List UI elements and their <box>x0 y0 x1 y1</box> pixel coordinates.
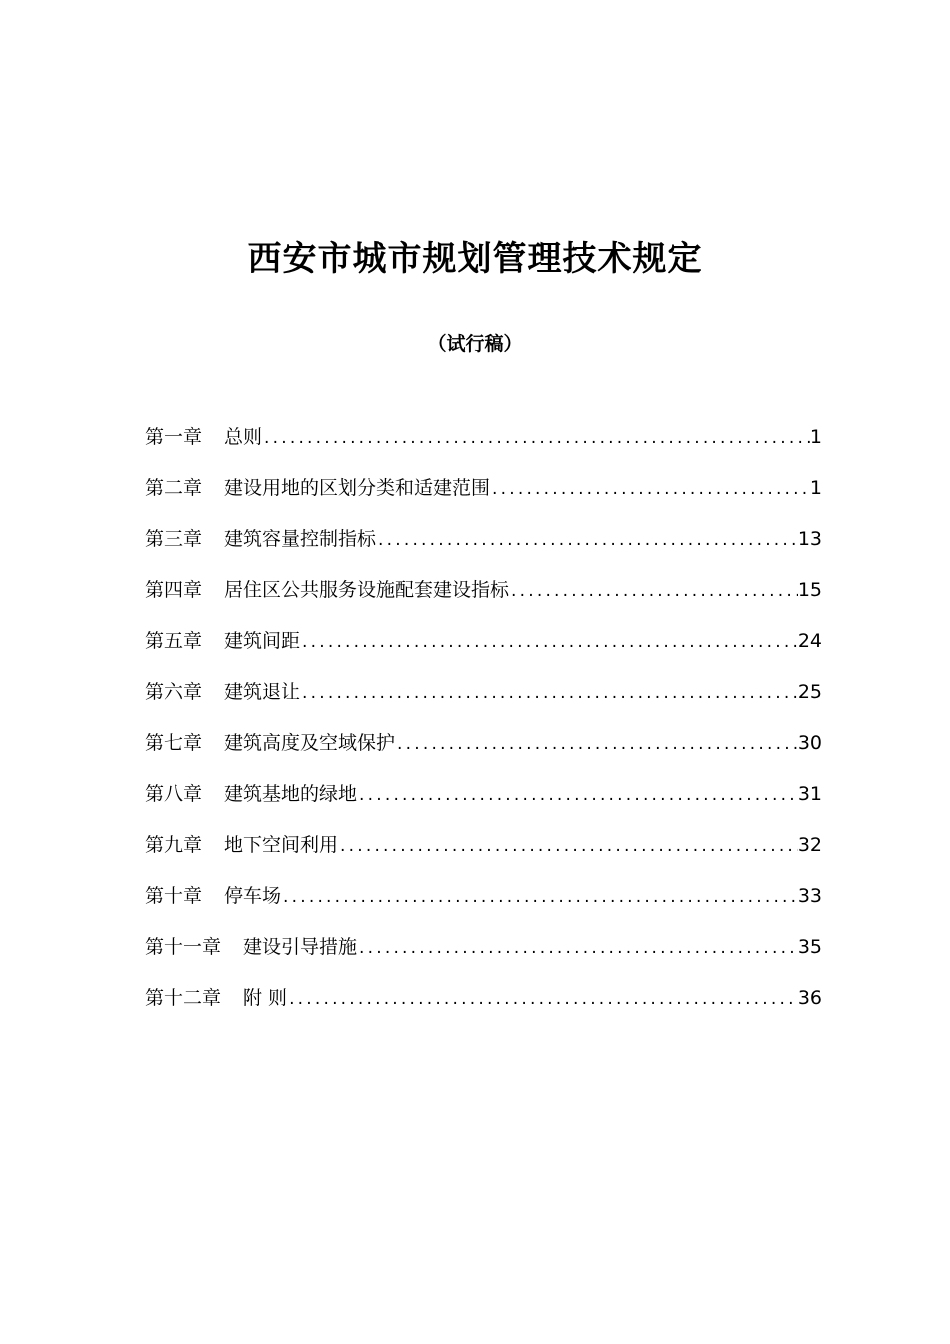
toc-dot-leader <box>262 422 810 454</box>
toc-chapter-number: 第十章 <box>145 885 203 907</box>
toc-entry[interactable] <box>145 931 822 982</box>
toc-dot-leader <box>300 677 798 709</box>
toc-dot-leader <box>287 983 798 1015</box>
toc-dot-leader <box>490 473 810 505</box>
toc-entry-title: 地下空间利用 <box>224 834 339 856</box>
toc-entry[interactable] <box>145 727 822 778</box>
toc-dot-leader <box>357 932 798 964</box>
toc-dot-leader <box>357 779 798 811</box>
toc-entry[interactable] <box>145 778 822 829</box>
toc-chapter-number: 第七章 <box>145 732 203 754</box>
toc-page-number: 31 <box>797 783 822 805</box>
toc-page-number: 15 <box>797 579 822 601</box>
toc-page-number: 32 <box>797 834 822 856</box>
toc-page-number: 24 <box>797 630 822 652</box>
toc-page-number: 1 <box>809 477 822 499</box>
toc-entry-title: 建设引导措施 <box>243 936 358 958</box>
toc-chapter-number: 第八章 <box>145 783 203 805</box>
toc-dot-leader <box>376 524 798 556</box>
toc-chapter-number: 第九章 <box>145 834 203 856</box>
toc-chapter-number: 第三章 <box>145 528 203 550</box>
toc-page-number: 35 <box>797 936 822 958</box>
table-of-contents <box>145 421 822 1033</box>
toc-entry-title: 建筑退让 <box>224 681 301 703</box>
toc-chapter-number: 第十一章 <box>145 936 222 958</box>
toc-page-number: 36 <box>797 987 822 1009</box>
toc-entry-title: 附 则 <box>243 987 288 1009</box>
toc-entry[interactable] <box>145 982 822 1033</box>
toc-entry[interactable] <box>145 829 822 880</box>
toc-chapter-number: 第十二章 <box>145 987 222 1009</box>
toc-entry-title: 建设用地的区划分类和适建范围 <box>224 477 491 499</box>
toc-page-number: 33 <box>797 885 822 907</box>
toc-entry-title: 建筑容量控制指标 <box>224 528 377 550</box>
toc-dot-leader <box>281 881 798 913</box>
toc-dot-leader <box>338 830 798 862</box>
toc-entry[interactable] <box>145 472 822 523</box>
toc-entry-title: 居住区公共服务设施配套建设指标 <box>224 579 510 601</box>
toc-chapter-number: 第二章 <box>145 477 203 499</box>
toc-page-number: 25 <box>797 681 822 703</box>
toc-entry-title: 建筑基地的绿地 <box>224 783 358 805</box>
toc-entry[interactable] <box>145 523 822 574</box>
toc-page-number: 30 <box>797 732 822 754</box>
toc-chapter-number: 第四章 <box>145 579 203 601</box>
toc-entry[interactable] <box>145 625 822 676</box>
toc-entry[interactable] <box>145 676 822 727</box>
toc-chapter-number: 第一章 <box>145 426 203 448</box>
toc-dot-leader <box>300 626 798 658</box>
toc-chapter-number: 第六章 <box>145 681 203 703</box>
toc-page-number: 13 <box>797 528 822 550</box>
toc-dot-leader <box>509 575 798 607</box>
toc-entry[interactable] <box>145 574 822 625</box>
toc-entry-title: 总则 <box>224 426 263 448</box>
toc-entry-title: 建筑间距 <box>224 630 301 652</box>
toc-entry[interactable] <box>145 880 822 931</box>
toc-entry[interactable] <box>145 421 822 472</box>
document-title: 西安市城市规划管理技术规定 <box>247 239 703 279</box>
toc-entry-title: 停车场 <box>224 885 282 907</box>
toc-page-number: 1 <box>809 426 822 448</box>
toc-entry-title: 建筑高度及空域保护 <box>224 732 396 754</box>
toc-dot-leader <box>395 728 798 760</box>
toc-chapter-number: 第五章 <box>145 630 203 652</box>
document-subtitle: （试行稿） <box>427 333 523 355</box>
